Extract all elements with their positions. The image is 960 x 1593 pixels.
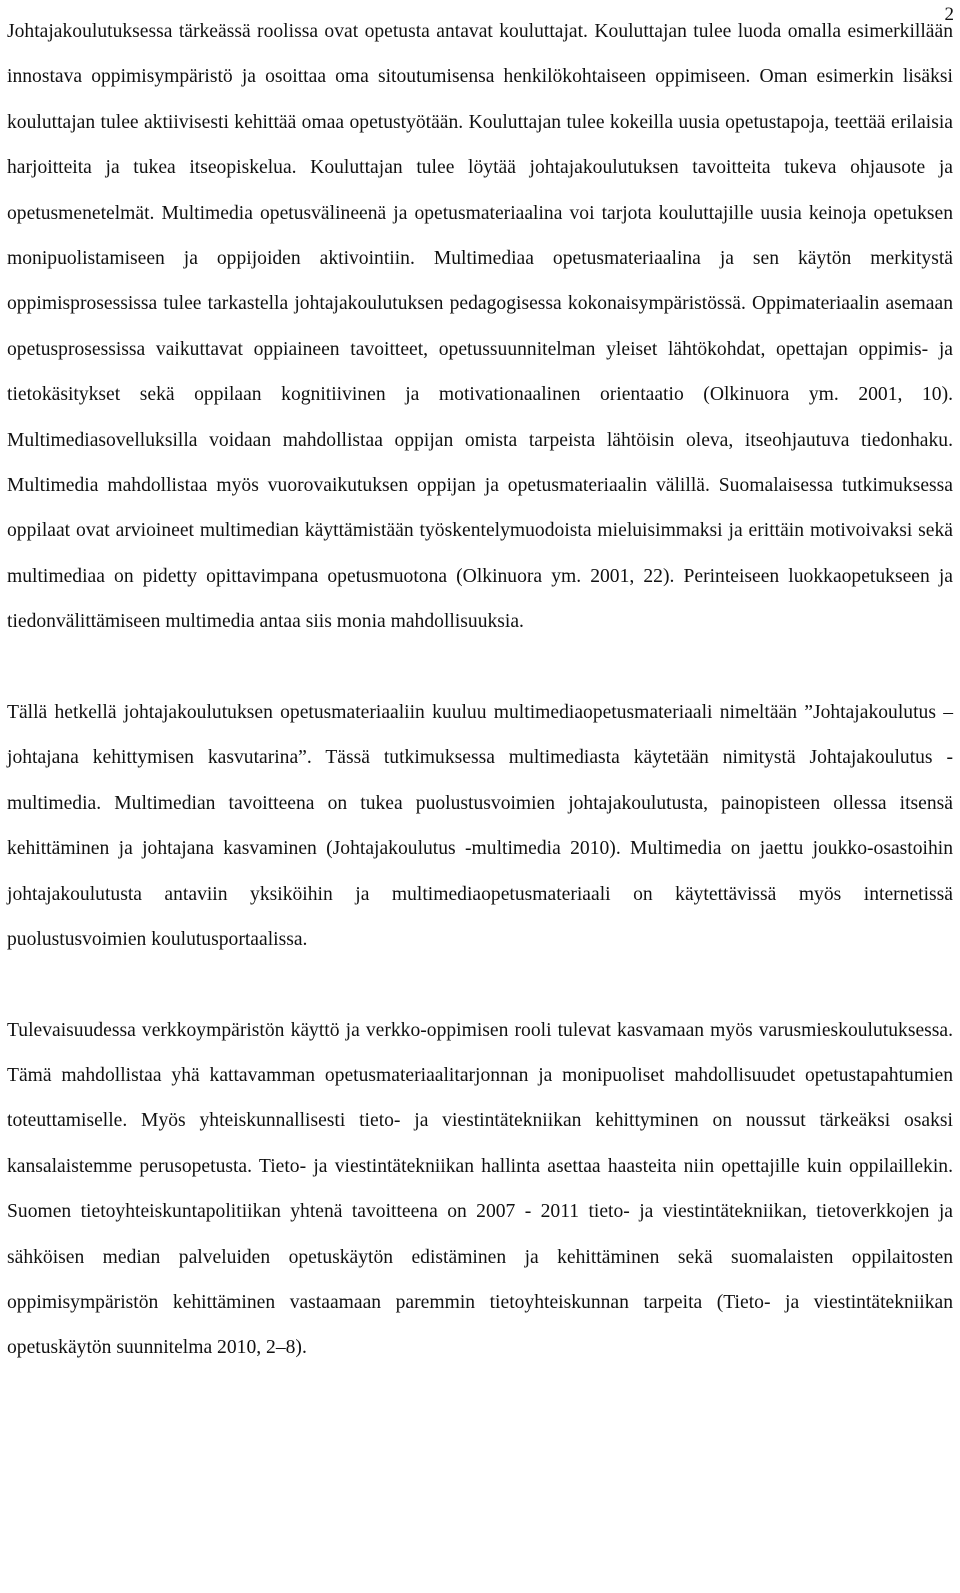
body-text [7,9,953,1371]
paragraph-3: Tulevaisuudessa verkkoympäristön käyttö ja verkko-oppimisen rooli tulevat kasvamaan myös varusmieskoulutuksessa. Tämä mahdollistaa yhä kattavamman opetusmateriaalitarjonnan ja monipuoliset mahdollisuudet opetustapahtumien toteuttamiselle. Myös yhteiskunnallisesti tieto- ja viestintätekniikan kehittyminen on noussut tärkeäksi osaksi kansalaistemme perusopetusta. Tieto- ja viestintätekniikan hallinta asettaa haasteita niin opettajille kuin oppilaillekin. Suomen tietoyhteiskuntapolitiikan yhtenä tavoitteena on 2007 - 2011 tieto- ja viestintätekniikan, tietoverkkojen ja sähköisen median palveluiden opetuskäytön edistäminen ja kehittäminen sekä suomalaisten oppilaitosten oppimisympäristön kehittäminen vastaamaan paremmin tietoyhteiskunnan tarpeita (Tieto- ja viestintätekniikan opetuskäytön suunnitelma 2010, 2–8). [7,1019,953,1359]
paragraph-2: Tällä hetkellä johtajakoulutuksen opetusmateriaaliin kuuluu multimediaopetusmateriaali nimeltään ”Johtajakoulutus – johtajana kehittymisen kasvutarina”. Tässä tutkimuksessa multimediasta käytetään nimitystä Johtajakoulutus -multimedia. Multimedian tavoitteena on tukea puolustusvoimien johtajakoulutusta, painopisteen ollessa itsensä kehittäminen ja johtajana kasvaminen (Johtajakoulutus -multimedia 2010). Multimedia on jaettu joukko-osastoihin johtajakoulutusta antaviin yksiköihin ja multimediaopetusmateriaali on käytettävissä myös internetissä puolustusvoimien koulutusportaalissa. [7,701,953,950]
paragraph-1: Johtajakoulutuksessa tärkeässä roolissa ovat opetusta antavat kouluttajat. Kouluttajan tulee luoda omalla esimerkillään innostava oppimisympäristö ja osoittaa oma sitoutumisensa henkilökohtaiseen oppimiseen. Oman esimerkin lisäksi kouluttajan tulee aktiivisesti kehittää omaa opetustyötään. Kouluttajan tulee kokeilla uusia opetustapoja, teettää erilaisia harjoitteita ja tukea itseopiskelua. Kouluttajan tulee löytää johtajakoulutuksen tavoitteita tukeva ohjausote ja opetusmenetelmät. Multimedia opetusvälineenä ja opetusmateriaalina voi tarjota kouluttajille uusia keinoja opetuksen monipuolistamiseen ja oppijoiden aktivointiin. Multimediaa opetusmateriaalina ja sen käytön merkitystä oppimisprosessissa tulee tarkastella johtajakoulutuksen pedagogisessa kokonaisympäristössä. Oppimateriaalin asemaan opetusprosessissa vaikuttavat oppiaineen tavoitteet, opetussuunnitelman yleiset lähtökohdat, opettajan oppimis- ja tietokäsitykset sekä oppilaan kognitiivinen ja motivationaalinen orientaatio (Olkinuora ym. 2001, 10). Multimediasovelluksilla voidaan mahdollistaa oppijan omista tarpeista lähtöisin oleva, itseohjautuva tiedonhaku. Multimedia mahdollistaa myös vuorovaikutuksen oppijan ja opetusmateriaalin välillä. Suomalaisessa tutkimuksessa oppilaat ovat arvioineet multimedian käyttämistään työskentelymuodoista mieluisimmaksi ja erittäin motivoivaksi sekä multimediaa on pidetty opittavimpana opetusmuotona (Olkinuora ym. 2001, 22). Perinteiseen luokkaopetukseen ja tiedonvälittämiseen multimedia antaa siis monia mahdollisuuksia. [7,21,953,633]
page-number: 2 [944,4,954,25]
